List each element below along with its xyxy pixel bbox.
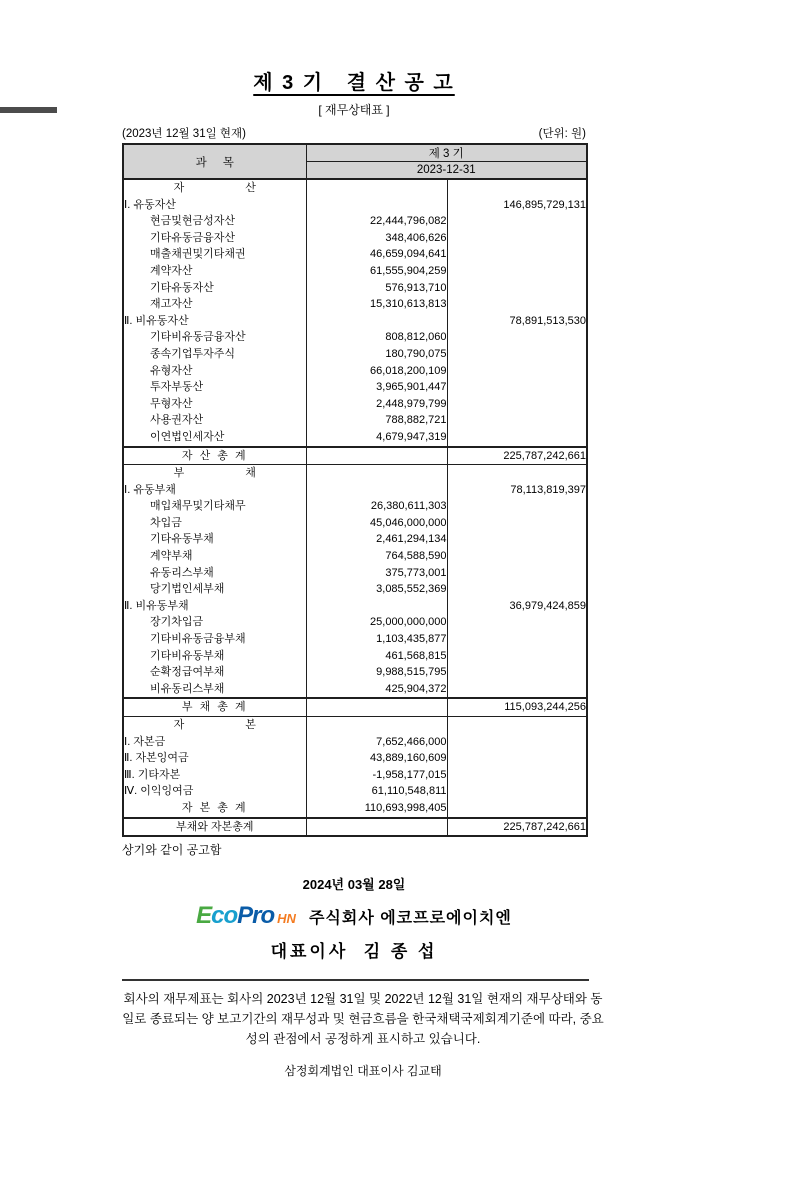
amount-total: 115,093,244,256 <box>447 698 587 716</box>
table-row <box>123 750 587 767</box>
amount-detail: 61,110,548,811 <box>306 783 447 800</box>
account-label: Ⅰ. 자본금 <box>123 734 306 751</box>
account-label: Ⅱ. 자본잉여금 <box>123 750 306 767</box>
amount-detail: 26,380,611,303 <box>306 498 447 515</box>
amount-total <box>447 379 587 396</box>
header-period: 제 3 기 <box>306 144 587 162</box>
account-label: Ⅱ. 비유동자산 <box>123 313 306 330</box>
amount-detail <box>306 447 447 465</box>
unit-label: (단위: 원) <box>538 128 586 140</box>
table-row <box>123 818 587 837</box>
amount-detail: 25,000,000,000 <box>306 614 447 631</box>
logo-letters-pro: Pro <box>237 902 275 930</box>
table-row <box>123 313 587 330</box>
account-label: Ⅰ. 유동자산 <box>123 197 306 214</box>
amount-total <box>447 581 587 598</box>
account-label: 유형자산 <box>123 363 306 380</box>
table-row <box>123 800 587 818</box>
header-period-date: 2023-12-31 <box>306 162 587 180</box>
table-row <box>123 447 587 465</box>
account-label: 사용권자산 <box>123 412 306 429</box>
table-header <box>123 144 587 179</box>
table-row <box>123 363 587 380</box>
account-label: 부채와 자본총계 <box>123 818 306 837</box>
ceo-name: 대표이사 김 종 섭 <box>270 942 438 962</box>
amount-detail: 2,448,979,799 <box>306 396 447 413</box>
account-label: 기타비유동부채 <box>123 648 306 665</box>
amount-detail: 3,965,901,447 <box>306 379 447 396</box>
table-row <box>123 681 587 699</box>
amount-total: 78,113,819,397 <box>447 482 587 499</box>
amount-total <box>447 734 587 751</box>
table-row <box>123 346 587 363</box>
amount-total <box>447 631 587 648</box>
amount-detail: 22,444,796,082 <box>306 213 447 230</box>
statement-type-label: [ 재무상태표 ] <box>318 103 390 117</box>
account-label: 기타유동부채 <box>123 531 306 548</box>
page-edge-artifact <box>0 107 57 113</box>
amount-total <box>447 783 587 800</box>
amount-detail: 45,046,000,000 <box>306 515 447 532</box>
amount-detail <box>306 717 447 734</box>
table-row <box>123 296 587 313</box>
amount-total <box>447 179 587 197</box>
table-row <box>123 179 587 197</box>
table-row <box>123 213 587 230</box>
account-label: 종속기업투자주식 <box>123 346 306 363</box>
amount-detail <box>306 482 447 499</box>
table-row <box>123 263 587 280</box>
amount-total <box>447 531 587 548</box>
table-row <box>123 379 587 396</box>
account-label: 무형자산 <box>123 396 306 413</box>
amount-total <box>447 363 587 380</box>
table-row <box>123 230 587 247</box>
amount-total <box>447 263 587 280</box>
table-row <box>123 664 587 681</box>
account-label: 매입채무및기타채무 <box>123 498 306 515</box>
account-label: 재고자산 <box>123 296 306 313</box>
amount-total: 146,895,729,131 <box>447 197 587 214</box>
amount-total <box>447 515 587 532</box>
amount-detail: 808,812,060 <box>306 329 447 346</box>
account-label: 계약부채 <box>123 548 306 565</box>
account-label: 기타비유동금융자산 <box>123 329 306 346</box>
announcement-date: 2024년 03월 28일 <box>302 877 406 893</box>
amount-total <box>447 429 587 447</box>
amount-detail <box>306 197 447 214</box>
table-row <box>123 197 587 214</box>
amount-detail: 61,555,904,259 <box>306 263 447 280</box>
amount-detail: 764,588,590 <box>306 548 447 565</box>
table-row <box>123 429 587 447</box>
table-row <box>123 548 587 565</box>
table-row <box>123 246 587 263</box>
account-label: 투자부동산 <box>123 379 306 396</box>
table-row <box>123 515 587 532</box>
amount-detail: 7,652,466,000 <box>306 734 447 751</box>
amount-detail: 461,568,815 <box>306 648 447 665</box>
amount-detail: 1,103,435,877 <box>306 631 447 648</box>
amount-total <box>447 664 587 681</box>
amount-detail: 348,406,626 <box>306 230 447 247</box>
account-label: 기타유동금융자산 <box>123 230 306 247</box>
amount-total <box>447 750 587 767</box>
audit-footer <box>122 979 604 1079</box>
amount-detail <box>306 818 447 837</box>
table-row <box>123 783 587 800</box>
notice-text: 상기와 같이 공고함 <box>122 843 222 858</box>
amount-total <box>447 681 587 699</box>
account-label: 계약자산 <box>123 263 306 280</box>
table-row <box>123 734 587 751</box>
table-row <box>123 531 587 548</box>
table-body <box>123 179 587 836</box>
amount-total <box>447 246 587 263</box>
table-row <box>123 498 587 515</box>
amount-detail: 788,882,721 <box>306 412 447 429</box>
amount-total <box>447 767 587 784</box>
account-label: Ⅰ. 유동부채 <box>123 482 306 499</box>
amount-detail: 2,461,294,134 <box>306 531 447 548</box>
amount-detail <box>306 598 447 615</box>
amount-total <box>447 346 587 363</box>
table-row <box>123 329 587 346</box>
account-label: 자 본 총 계 <box>123 800 306 818</box>
table-row <box>123 631 587 648</box>
page-title: 제 3 기 결 산 공 고 <box>253 72 455 94</box>
table-row <box>123 648 587 665</box>
company-row <box>122 902 586 930</box>
amount-total <box>447 296 587 313</box>
amount-total <box>447 230 587 247</box>
account-label: 현금및현금성자산 <box>123 213 306 230</box>
account-label: Ⅳ. 이익잉여금 <box>123 783 306 800</box>
amount-detail: 46,659,094,641 <box>306 246 447 263</box>
table-row <box>123 598 587 615</box>
amount-detail: 9,988,515,795 <box>306 664 447 681</box>
table-row <box>123 280 587 297</box>
amount-total <box>447 548 587 565</box>
amount-total <box>447 213 587 230</box>
document-column <box>122 66 586 962</box>
account-label: 기타유동자산 <box>123 280 306 297</box>
header-account-column: 과 목 <box>123 144 306 179</box>
table-row <box>123 482 587 499</box>
account-label: 자 본 <box>123 717 306 734</box>
amount-detail: 4,679,947,319 <box>306 429 447 447</box>
amount-total: 78,891,513,530 <box>447 313 587 330</box>
balance-sheet-table <box>122 143 588 837</box>
company-name: 주식회사 에코프로에이치엔 <box>308 909 512 927</box>
amount-total: 225,787,242,661 <box>447 447 587 465</box>
as-of-date: (2023년 12월 31일 현재) <box>122 128 246 140</box>
footer-divider <box>122 979 589 981</box>
amount-detail: 43,889,160,609 <box>306 750 447 767</box>
table-row <box>123 465 587 482</box>
amount-detail <box>306 313 447 330</box>
amount-detail: 3,085,552,369 <box>306 581 447 598</box>
amount-total <box>447 412 587 429</box>
amount-total <box>447 396 587 413</box>
amount-total <box>447 329 587 346</box>
account-label: 이연법인세자산 <box>123 429 306 447</box>
table-row <box>123 717 587 734</box>
amount-total <box>447 614 587 631</box>
amount-total <box>447 498 587 515</box>
page <box>0 66 793 1189</box>
account-label: 자 산 <box>123 179 306 197</box>
account-label: 매출채권및기타채권 <box>123 246 306 263</box>
table-row <box>123 614 587 631</box>
account-label: 순확정급여부채 <box>123 664 306 681</box>
meta-row <box>122 125 586 141</box>
account-label: 자 산 총 계 <box>123 447 306 465</box>
table-row <box>123 581 587 598</box>
table-row <box>123 698 587 716</box>
amount-detail <box>306 179 447 197</box>
amount-total: 225,787,242,661 <box>447 818 587 837</box>
logo-letters-co: co <box>211 902 238 930</box>
logo-letter-e: E <box>196 902 212 930</box>
amount-detail: 15,310,613,813 <box>306 296 447 313</box>
amount-total <box>447 565 587 582</box>
account-label: 유동리스부채 <box>123 565 306 582</box>
amount-detail: -1,958,177,015 <box>306 767 447 784</box>
amount-total <box>447 465 587 482</box>
logo-letters-hn: HN <box>277 911 296 927</box>
amount-total: 36,979,424,859 <box>447 598 587 615</box>
audit-statement: 회사의 재무제표는 회사의 2023년 12월 31일 및 2022년 12월 31일 현재의 재무상태와 동일로 종료되는 양 보고기간의 재무성과 및 현금흐름을 한국채택국제회계기준에 따라, 중요성의 관점에서 공정하게 표시하고 있습니다. <box>122 992 604 1047</box>
account-label: 비유동리스부채 <box>123 681 306 699</box>
amount-detail <box>306 698 447 716</box>
amount-total <box>447 800 587 818</box>
table-row <box>123 767 587 784</box>
amount-detail: 576,913,710 <box>306 280 447 297</box>
ecopro-hn-logo <box>196 902 296 930</box>
table-row <box>123 565 587 582</box>
table-row <box>123 396 587 413</box>
account-label: 부 채 <box>123 465 306 482</box>
account-label: 부 채 총 계 <box>123 698 306 716</box>
amount-detail: 180,790,075 <box>306 346 447 363</box>
auditor-name: 삼정회계법인 대표이사 김교태 <box>284 1064 442 1079</box>
account-label: 차입금 <box>123 515 306 532</box>
account-label: Ⅲ. 기타자본 <box>123 767 306 784</box>
amount-total <box>447 280 587 297</box>
amount-detail: 375,773,001 <box>306 565 447 582</box>
account-label: 기타비유동금융부채 <box>123 631 306 648</box>
table-row <box>123 412 587 429</box>
amount-detail <box>306 465 447 482</box>
account-label: 당기법인세부채 <box>123 581 306 598</box>
amount-detail: 110,693,998,405 <box>306 800 447 818</box>
amount-detail: 425,904,372 <box>306 681 447 699</box>
account-label: Ⅱ. 비유동부채 <box>123 598 306 615</box>
account-label: 장기차입금 <box>123 614 306 631</box>
amount-detail: 66,018,200,109 <box>306 363 447 380</box>
amount-total <box>447 648 587 665</box>
amount-total <box>447 717 587 734</box>
